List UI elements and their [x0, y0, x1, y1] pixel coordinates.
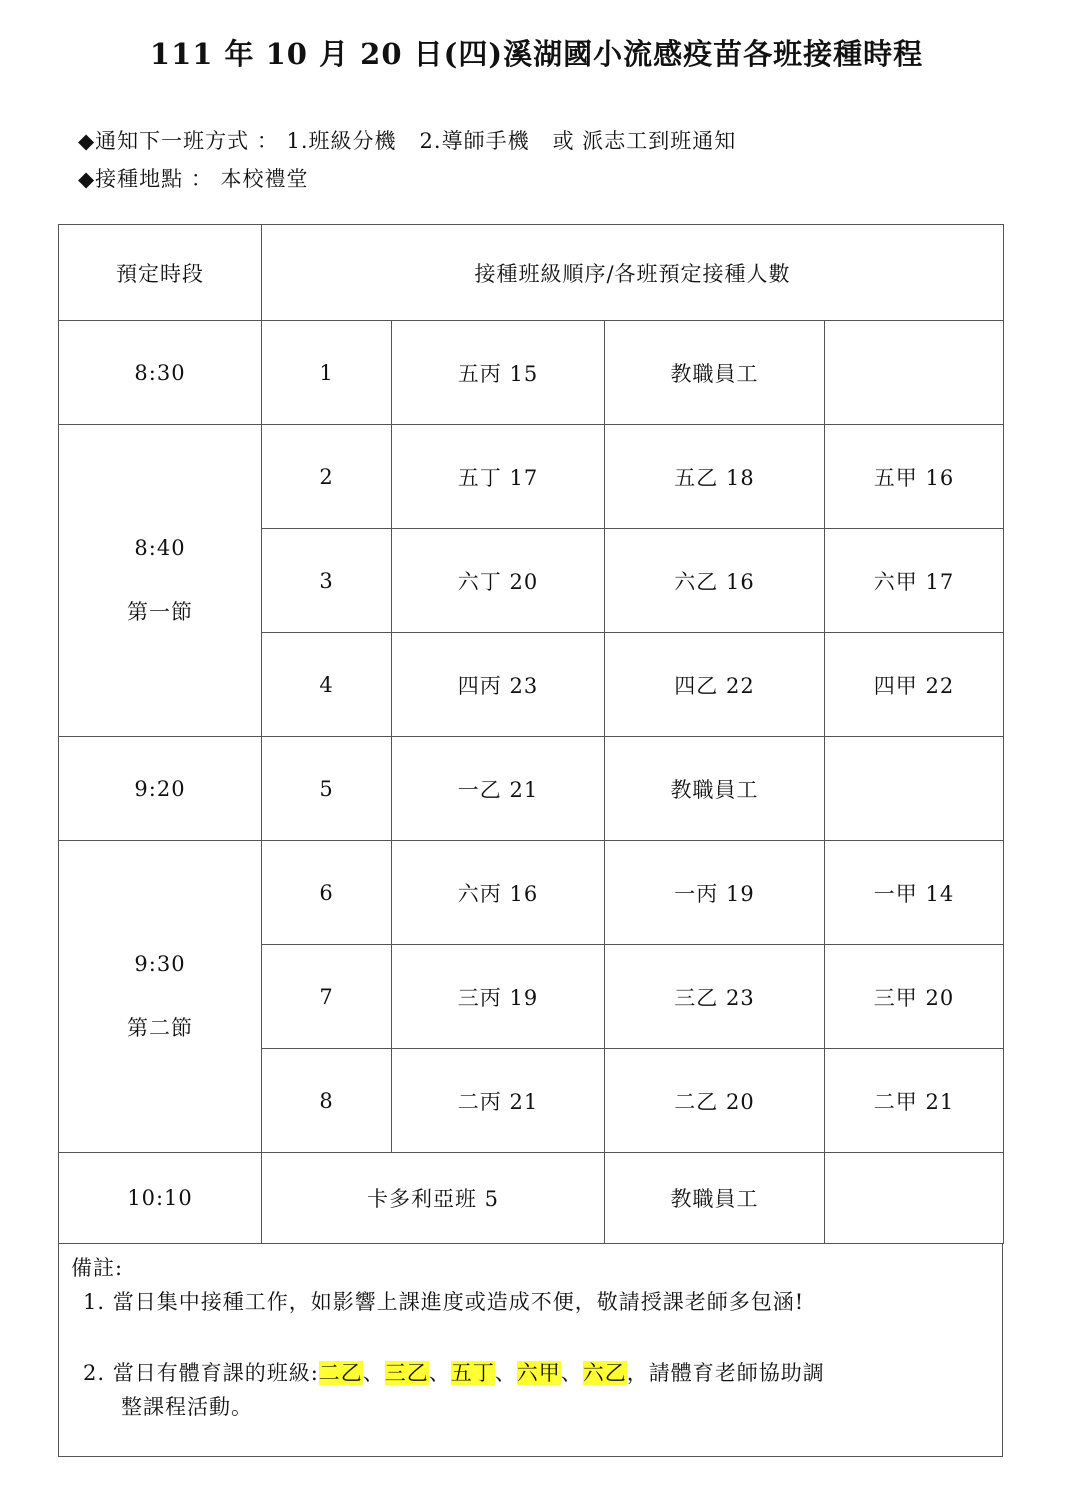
separator: 、 [560, 1361, 583, 1385]
class-cell [825, 1153, 1004, 1244]
table-header-row [59, 225, 1004, 321]
order-number: 3 [262, 529, 392, 633]
class-cell: 五乙 18 [605, 425, 825, 529]
class-cell: 四丙 23 [392, 633, 605, 737]
class-cell [825, 737, 1004, 841]
time-slot-cell: 9:20 [59, 737, 262, 841]
note-2-suffix: ，請體育老師協助調 [626, 1361, 825, 1385]
class-cell: 三丙 19 [392, 945, 605, 1049]
pe-class-highlight: 五丁 [450, 1361, 495, 1385]
class-cell: 四甲 22 [825, 633, 1004, 737]
pe-class-highlight: 二乙 [318, 1361, 363, 1385]
notice-location: ◆接種地點 ： 本校禮堂 [78, 167, 309, 191]
class-cell: 二丙 21 [392, 1049, 605, 1153]
header-time-slot: 預定時段 [59, 225, 262, 321]
time-slot-cell [59, 425, 262, 737]
note-2 [83, 1356, 998, 1424]
schedule-table [58, 224, 1004, 1244]
time-slot-time: 8:40 [134, 535, 186, 560]
class-cell: 二乙 20 [605, 1049, 825, 1153]
pe-class-highlight: 六甲 [516, 1361, 561, 1385]
note-2-prefix: 2. 當日有體育課的班級: [83, 1361, 319, 1385]
pe-class-highlight: 六乙 [582, 1361, 627, 1385]
table-row [59, 737, 1004, 841]
notes-label: 備註: [71, 1256, 124, 1280]
time-slot-cell: 8:30 [59, 321, 262, 425]
order-number: 7 [262, 945, 392, 1049]
class-cell-merged: 卡多利亞班 5 [262, 1153, 605, 1244]
class-cell: 五甲 16 [825, 425, 1004, 529]
class-cell: 四乙 22 [605, 633, 825, 737]
note-1: 1. 當日集中接種工作，如影響上課進度或造成不便，敬請授課老師多包涵! [83, 1290, 805, 1314]
notice-notify-method: ◆通知下一班方式 ： 1.班級分機 2.導師手機 或 派志工到班通知 [78, 129, 737, 153]
table-row [59, 425, 1004, 529]
class-cell: 教職員工 [605, 737, 825, 841]
separator: 、 [428, 1361, 451, 1385]
pe-class-highlight: 三乙 [384, 1361, 429, 1385]
class-cell: 五丙 15 [392, 321, 605, 425]
separator: 、 [362, 1361, 385, 1385]
class-cell [825, 321, 1004, 425]
class-cell: 三甲 20 [825, 945, 1004, 1049]
class-cell: 六乙 16 [605, 529, 825, 633]
time-slot-time: 9:30 [134, 951, 186, 976]
class-cell: 一丙 19 [605, 841, 825, 945]
table-row [59, 1153, 1004, 1244]
table-row [59, 321, 1004, 425]
order-number: 4 [262, 633, 392, 737]
class-cell: 二甲 21 [825, 1049, 1004, 1153]
table-row [59, 841, 1004, 945]
class-cell: 六丁 20 [392, 529, 605, 633]
order-number: 8 [262, 1049, 392, 1153]
page-title: 111 年 10 月 20 日(四)溪湖國小流感疫苗各班接種時程 [149, 37, 924, 71]
class-cell: 教職員工 [605, 1153, 825, 1244]
note-2-continuation: 整課程活動。 [121, 1395, 253, 1419]
order-number: 5 [262, 737, 392, 841]
time-slot-period: 第二節 [127, 1015, 193, 1040]
class-cell: 一甲 14 [825, 841, 1004, 945]
class-cell: 六丙 16 [392, 841, 605, 945]
class-cell: 教職員工 [605, 321, 825, 425]
class-cell: 三乙 23 [605, 945, 825, 1049]
header-class-order: 接種班級順序/各班預定接種人數 [262, 225, 1004, 321]
time-slot-cell [59, 841, 262, 1153]
time-slot-cell: 10:10 [59, 1153, 262, 1244]
order-number: 2 [262, 425, 392, 529]
time-slot-period: 第一節 [127, 599, 193, 624]
order-number: 1 [262, 321, 392, 425]
class-cell: 五丁 17 [392, 425, 605, 529]
notes-box [58, 1244, 1003, 1457]
class-cell: 一乙 21 [392, 737, 605, 841]
separator: 、 [494, 1361, 517, 1385]
class-cell: 六甲 17 [825, 529, 1004, 633]
order-number: 6 [262, 841, 392, 945]
